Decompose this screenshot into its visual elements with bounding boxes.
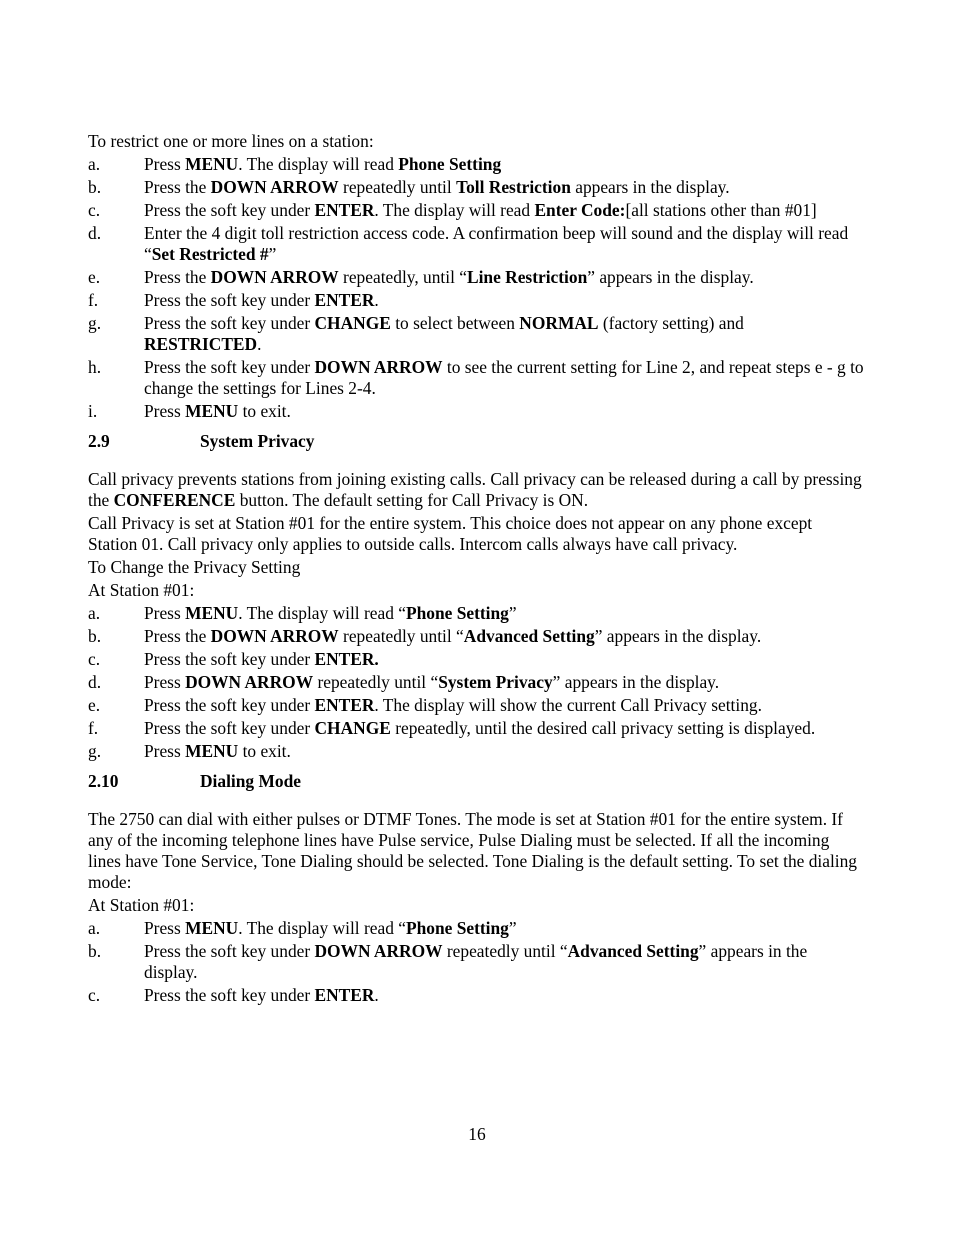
section-number: 2.10 xyxy=(88,771,119,791)
paragraph xyxy=(88,469,864,511)
text-run: Enter the 4 digit toll restriction access code. A confirmation beep will sound and the display will read “ xyxy=(144,223,849,264)
bold-term: DOWN ARROW xyxy=(314,357,443,377)
list-item xyxy=(88,223,864,265)
list-item xyxy=(88,267,864,288)
bold-term: System Privacy xyxy=(438,672,553,692)
section-number: 2.9 xyxy=(88,431,110,451)
text-run: Press the xyxy=(144,626,211,646)
paragraph xyxy=(88,895,864,916)
list-item xyxy=(88,941,864,983)
list-item xyxy=(88,672,864,693)
text-run: . xyxy=(257,334,262,354)
text-run: Call Privacy is set at Station #01 for the entire system. This choice does not appear on any phone except Station 01. Call privacy only applies to outside calls. Intercom calls always have call privacy. xyxy=(88,513,813,554)
text-run: . The display will read “ xyxy=(238,918,406,938)
bold-term: Phone Setting xyxy=(405,603,509,623)
text-run: At Station #01: xyxy=(88,895,195,915)
text-run: To Change the Privacy Setting xyxy=(88,557,301,577)
list-item-label: c. xyxy=(88,649,101,669)
list-item-label: b. xyxy=(88,626,102,646)
text-run: repeatedly until “ xyxy=(313,672,439,692)
text-run: (factory setting) and xyxy=(598,313,744,333)
bold-term: NORMAL xyxy=(519,313,599,333)
section-title: Dialing Mode xyxy=(200,771,301,791)
bold-term: MENU xyxy=(185,603,239,623)
text-run: [all stations other than #01] xyxy=(625,200,817,220)
list-item-label: e. xyxy=(88,267,101,287)
privacy-steps xyxy=(88,603,864,762)
list-item-label: a. xyxy=(88,154,101,174)
list-item xyxy=(88,718,864,739)
text-run: repeatedly, until the desired call privacy setting is displayed. xyxy=(390,718,816,738)
bold-term: Line Restriction xyxy=(466,267,588,287)
bold-term: Advanced Setting xyxy=(463,626,595,646)
text-run: to select between xyxy=(390,313,520,333)
text-run: Press the xyxy=(144,267,211,287)
text-run: Press xyxy=(144,672,186,692)
text-run: ” xyxy=(268,244,277,264)
text-run: to exit. xyxy=(238,401,291,421)
bold-term: CHANGE xyxy=(314,718,391,738)
list-item-label: a. xyxy=(88,918,101,938)
list-item xyxy=(88,154,864,175)
text-run: Press the soft key under xyxy=(144,718,315,738)
text-run: ” appears in the display. xyxy=(552,672,720,692)
list-item-label: a. xyxy=(88,603,101,623)
bold-term: DOWN ARROW xyxy=(185,672,314,692)
bold-term: ENTER xyxy=(314,200,375,220)
list-item xyxy=(88,313,864,355)
dialing-steps xyxy=(88,918,864,1006)
text-run: Press the soft key under xyxy=(144,357,315,377)
bold-term: DOWN ARROW xyxy=(314,941,443,961)
text-run: Press the xyxy=(144,177,211,197)
paragraph xyxy=(88,513,864,555)
bold-term: Advanced Setting xyxy=(567,941,699,961)
list-item xyxy=(88,626,864,647)
list-item-label: b. xyxy=(88,177,102,197)
text-run: Press xyxy=(144,741,186,761)
text-run: . The display will read “ xyxy=(238,603,406,623)
text-run: to see the current setting for Line 2, and repeat steps e - g to change the settings for Lines 2-4. xyxy=(144,357,864,398)
list-item xyxy=(88,401,864,422)
list-item-label: i. xyxy=(88,401,98,421)
text-run: . xyxy=(374,985,379,1005)
text-run: Press xyxy=(144,918,186,938)
list-item-label: g. xyxy=(88,741,102,761)
list-item-label: c. xyxy=(88,985,101,1005)
list-item xyxy=(88,695,864,716)
text-run: appears in the display. xyxy=(570,177,730,197)
privacy-paragraphs xyxy=(88,469,864,601)
text-run: At Station #01: xyxy=(88,580,195,600)
bold-term: DOWN ARROW xyxy=(210,626,339,646)
bold-term: ENTER. xyxy=(314,649,379,669)
list-item xyxy=(88,200,864,221)
list-item-label: g. xyxy=(88,313,102,333)
list-item xyxy=(88,357,864,399)
text-run: Press xyxy=(144,401,186,421)
text-run: . The display will show the current Call Privacy setting. xyxy=(374,695,762,715)
list-item-label: c. xyxy=(88,200,101,220)
list-item xyxy=(88,985,864,1006)
paragraph xyxy=(88,557,864,578)
bold-term: MENU xyxy=(185,154,239,174)
list-item-label: f. xyxy=(88,718,99,738)
section-title: System Privacy xyxy=(200,431,315,451)
text-run: ” appears in the display. xyxy=(587,267,754,287)
list-item xyxy=(88,918,864,939)
list-item-label: f. xyxy=(88,290,99,310)
bold-term: Phone Setting xyxy=(405,918,509,938)
text-run: repeatedly until “ xyxy=(338,626,464,646)
text-run: . xyxy=(374,290,379,310)
text-run: ” xyxy=(508,918,517,938)
bold-term: Enter Code: xyxy=(534,200,626,220)
text-run: Call privacy prevents stations from joining existing calls. Call privacy can be released during a call by pressing the xyxy=(88,469,862,510)
bold-term: CONFERENCE xyxy=(113,490,236,510)
text-run: ” appears in the display. xyxy=(594,626,762,646)
bold-term: DOWN ARROW xyxy=(210,267,339,287)
bold-term: MENU xyxy=(185,741,239,761)
list-item xyxy=(88,290,864,311)
text-run: Press the soft key under xyxy=(144,313,315,333)
list-item-label: h. xyxy=(88,357,102,377)
list-item-label: d. xyxy=(88,223,102,243)
text-run: repeatedly, until “ xyxy=(338,267,467,287)
bold-term: ENTER xyxy=(314,985,375,1005)
paragraph xyxy=(88,580,864,601)
bold-term: ENTER xyxy=(314,695,375,715)
section-heading-2-9 xyxy=(88,431,864,452)
text-run: Press the soft key under xyxy=(144,985,315,1005)
page-number: 16 xyxy=(468,1124,486,1144)
list-item xyxy=(88,177,864,198)
dialing-paragraphs xyxy=(88,809,864,916)
bold-term: ENTER xyxy=(314,290,375,310)
list-item xyxy=(88,603,864,624)
list-item-label: d. xyxy=(88,672,102,692)
paragraph xyxy=(88,809,864,893)
text-run: repeatedly until xyxy=(338,177,457,197)
bold-term: RESTRICTED xyxy=(144,334,258,354)
text-run: Press the soft key under xyxy=(144,941,315,961)
bold-term: DOWN ARROW xyxy=(210,177,339,197)
list-item-label: b. xyxy=(88,941,102,961)
text-run: Press xyxy=(144,603,186,623)
list-item xyxy=(88,741,864,762)
intro-text: To restrict one or more lines on a station: xyxy=(88,131,374,151)
text-run: Press the soft key under xyxy=(144,290,315,310)
page-body xyxy=(88,131,864,1008)
bold-term: Toll Restriction xyxy=(456,177,571,197)
text-run: . The display will read xyxy=(374,200,535,220)
text-run: to exit. xyxy=(238,741,291,761)
bold-term: MENU xyxy=(185,918,239,938)
text-run: ” appears in the display. xyxy=(144,941,808,982)
bold-term: MENU xyxy=(185,401,239,421)
text-run: button. The default setting for Call Privacy is ON. xyxy=(235,490,589,510)
list-item-label: e. xyxy=(88,695,101,715)
text-run: ” xyxy=(508,603,517,623)
text-run: Press the soft key under xyxy=(144,695,315,715)
text-run: Press the soft key under xyxy=(144,649,315,669)
toll-restriction-steps xyxy=(88,154,864,422)
text-run: Press xyxy=(144,154,186,174)
bold-term: Phone Setting xyxy=(398,154,502,174)
text-run: repeatedly until “ xyxy=(442,941,568,961)
bold-term: CHANGE xyxy=(314,313,391,333)
text-run: . The display will read xyxy=(238,154,399,174)
bold-term: Set Restricted # xyxy=(151,244,269,264)
section-heading-2-10 xyxy=(88,771,864,792)
list-item xyxy=(88,649,864,670)
text-run: Press the soft key under xyxy=(144,200,315,220)
text-run: The 2750 can dial with either pulses or DTMF Tones. The mode is set at Station #01 for the entire system. If any of the incoming telephone lines have Pulse service, Pulse Dialing must be selected. If all the incoming lines have Tone Service, Tone Dialing should be selected. Tone Dialing is the default setting. To set the dialing mode: xyxy=(88,809,858,892)
